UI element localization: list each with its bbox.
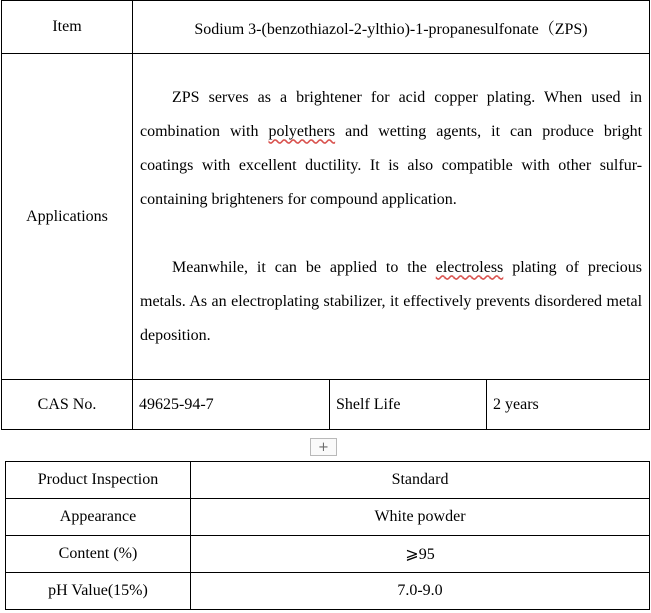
table-row: [6, 536, 650, 573]
content-value: ⩾95: [191, 536, 650, 573]
item-row: [2, 1, 650, 54]
cas-label: CAS No.: [2, 380, 133, 430]
inspection-header-row: [6, 462, 650, 499]
ph-value: 7.0-9.0: [191, 573, 650, 610]
shelf-life-label: Shelf Life: [330, 380, 487, 430]
applications-paragraph-2: Meanwhile, it can be applied to the electroless plating of precious metals. As an electroplating stabilizer, it effectively prevents disordered metal deposition.: [140, 258, 643, 344]
appearance-label: Appearance: [6, 499, 191, 536]
content-label: Content (%): [6, 536, 191, 573]
applications-paragraph-1: ZPS serves as a brightener for acid copper plating. When used in combination with polyethers and wetting agents, it can produce bright coatings with excellent ductility. It is also compatible with other sulfur-containing brighteners for compound application.: [140, 88, 643, 208]
table-row: [6, 573, 650, 610]
product-info-table: [1, 0, 650, 430]
inspection-table: [5, 461, 650, 610]
applications-text: [133, 54, 650, 380]
cas-value: 49625-94-7: [133, 380, 330, 430]
item-label: Item: [2, 1, 133, 54]
applications-label: Applications: [2, 54, 133, 380]
shelf-life-value: 2 years: [487, 380, 650, 430]
spellcheck-word: polyethers: [268, 122, 336, 140]
ph-label: pH Value(15%): [6, 573, 191, 610]
inspection-header-standard: Standard: [191, 462, 650, 499]
item-value: Sodium 3-(benzothiazol-2-ylthio)-1-propanesulfonate（ZPS): [133, 1, 650, 54]
cas-row: [2, 380, 650, 430]
appearance-value: White powder: [191, 499, 650, 536]
add-row-button[interactable]: +: [310, 438, 337, 456]
table-row: [6, 499, 650, 536]
spellcheck-word: electroless: [435, 258, 504, 276]
inspection-header-label: Product Inspection: [6, 462, 191, 499]
applications-row: [2, 54, 650, 380]
